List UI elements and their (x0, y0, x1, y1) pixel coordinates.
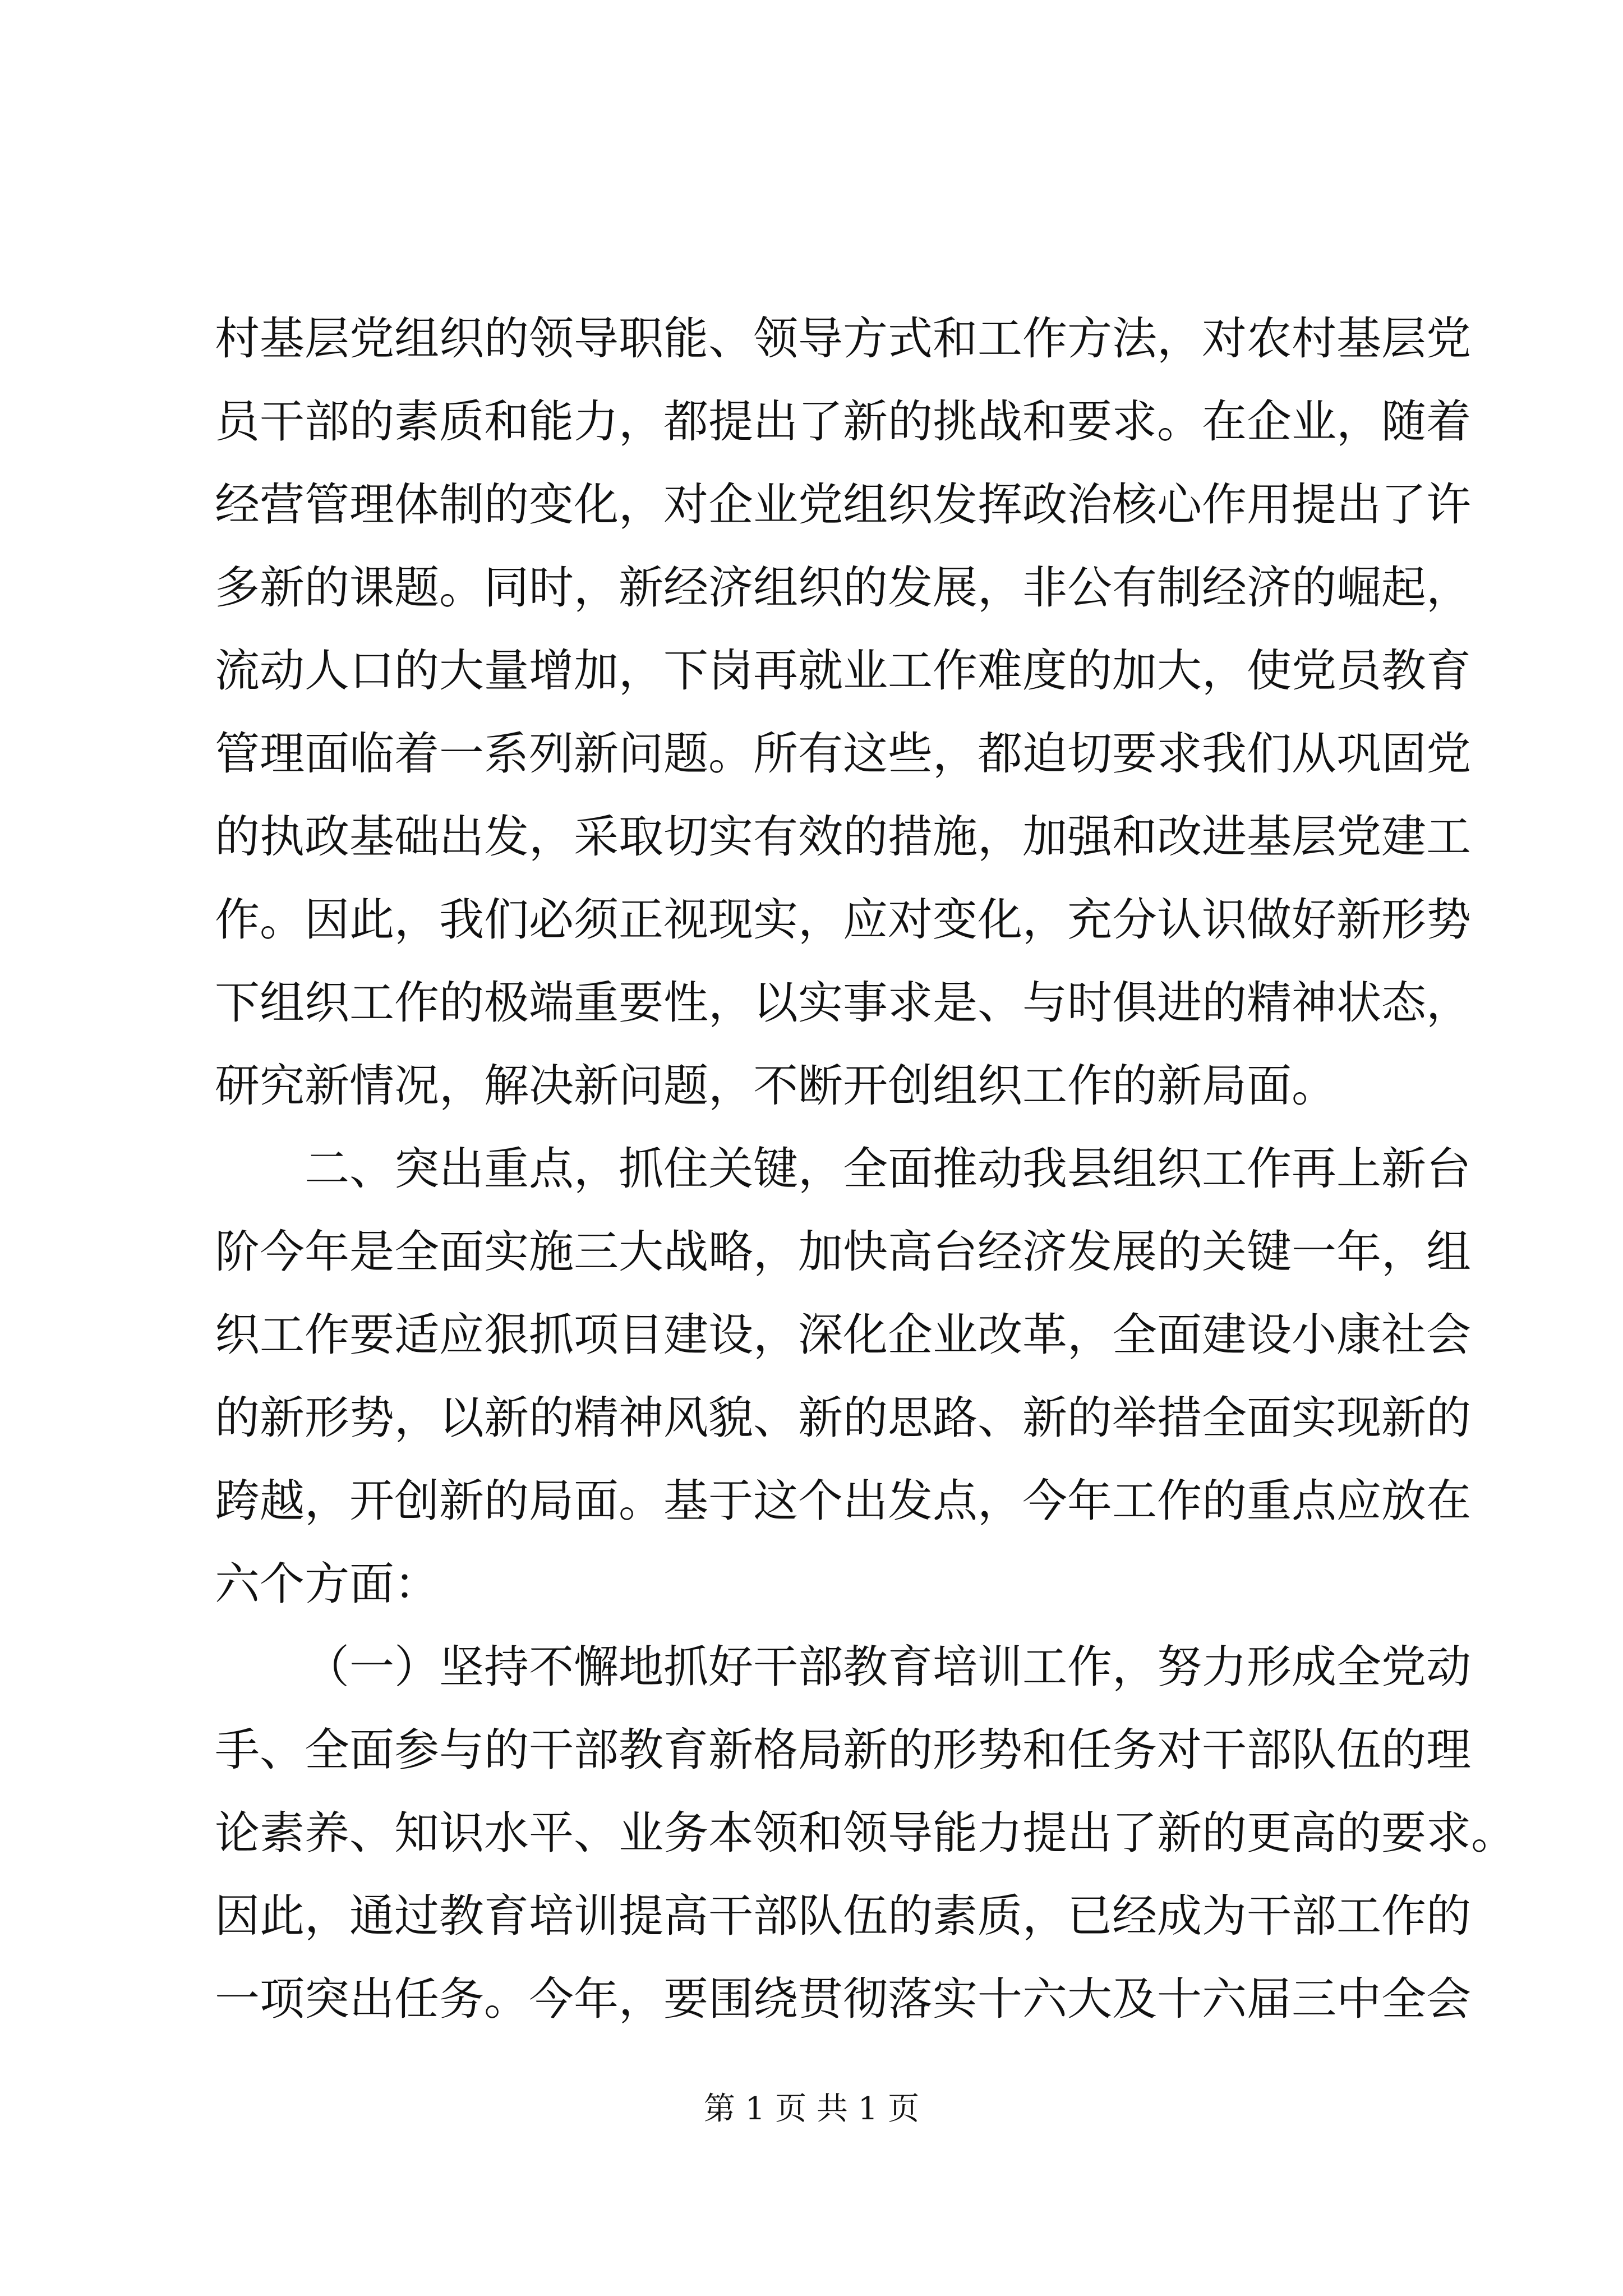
text-line: 一项突出任务。今年，要围绕贯彻落实十六大及十六届三中全会 (215, 1973, 1471, 2025)
body-text (215, 297, 1516, 2041)
text-line: 管理面临着一系列新问题。所有这些，都迫切要求我们从巩固党 (215, 728, 1471, 780)
text-line: 的新形势，以新的精神风貌、新的思路、新的举措全面实现新的 (215, 1392, 1471, 1444)
text-line: 六个方面： (215, 1558, 439, 1610)
text-line: 的执政基础出发，采取切实有效的措施，加强和改进基层党建工 (215, 811, 1471, 863)
page-number-label: 第 1 页 共 1 页 (703, 2091, 920, 2127)
paragraph-3 (215, 1626, 1516, 2041)
text-line: 研究新情况，解决新问题，不断开创组织工作的新局面。 (215, 1060, 1336, 1112)
text-line: 员干部的素质和能力，都提出了新的挑战和要求。在企业，随着 (215, 395, 1471, 448)
text-line: 村基层党组织的领导职能、领导方式和工作方法，对农村基层党 (215, 312, 1471, 365)
paragraph-2 (215, 1128, 1471, 1626)
text-line: 论素养、知识水平、业务本领和领导能力提出了新的更高的要求。 (215, 1807, 1516, 1859)
text-line: 阶今年是全面实施三大战略，加快高台经济发展的关键一年，组 (215, 1226, 1471, 1278)
text-line: 经营管理体制的变化，对企业党组织发挥政治核心作用提出了许 (215, 478, 1471, 531)
text-line: 织工作要适应狠抓项目建设，深化企业改革，全面建设小康社会 (215, 1309, 1471, 1361)
text-line: 流动人口的大量增加，下岗再就业工作难度的加大，使党员教育 (215, 645, 1471, 697)
text-line: 因此，通过教育培训提高干部队伍的素质，已经成为干部工作的 (215, 1890, 1471, 1942)
text-line: 作。因此，我们必须正视现实，应对变化，充分认识做好新形势 (215, 894, 1471, 946)
text-line: （一）坚持不懈地抓好干部教育培训工作，努力形成全党动 (305, 1641, 1471, 1693)
text-line: 手、全面参与的干部教育新格局新的形势和任务对干部队伍的理 (215, 1724, 1471, 1776)
text-line: 下组织工作的极端重要性，以实事求是、与时俱进的精神状态， (215, 977, 1471, 1029)
page-footer (0, 2087, 1623, 2132)
paragraph-1 (215, 297, 1471, 1128)
text-line: 二、突出重点，抓住关键，全面推动我县组织工作再上新台 (305, 1143, 1471, 1195)
text-line: 跨越，开创新的局面。基于这个出发点，今年工作的重点应放在 (215, 1475, 1471, 1527)
text-line: 多新的课题。同时，新经济组织的发展，非公有制经济的崛起， (215, 562, 1471, 614)
